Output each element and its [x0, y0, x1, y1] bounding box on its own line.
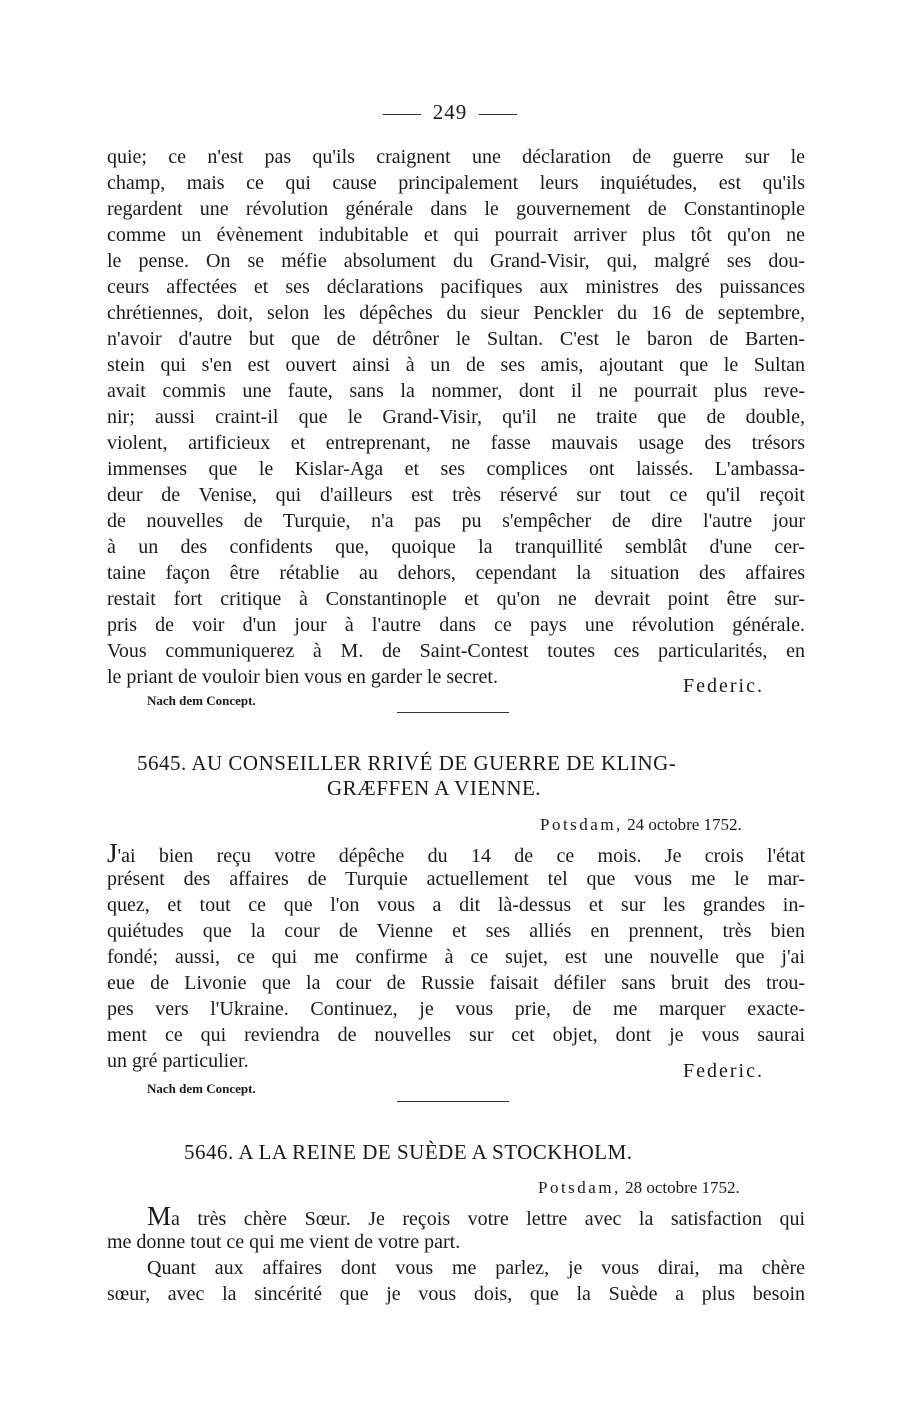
text-line: quez, et tout ce que l'on vous a dit là-dessus et sur les grandes in-: [107, 894, 805, 916]
text-line: champ, mais ce qui cause principalement leurs inquiétudes, est qu'ils: [107, 172, 805, 194]
text-line: chrétiennes, doit, selon les dépêches du sieur Penckler du 16 de septembre,: [107, 302, 805, 324]
text-line: fondé; aussi, ce qui me confirme à ce sujet, est une nouvelle que j'ai: [107, 946, 805, 968]
signature: Federic.: [683, 675, 764, 697]
letter-heading: 5645. AU CONSEILLER RRIVÉ DE GUERRE DE KLING-: [137, 751, 677, 775]
page-number-dash-left: [383, 114, 421, 115]
text-line: immenses que le Kislar-Aga et ses complices ont laissés. L'ambassa-: [107, 458, 805, 480]
text-line: sœur, avec la sincérité que je vous dois, que la Suède a plus besoin: [107, 1283, 805, 1305]
signature: Federic.: [683, 1060, 764, 1082]
text-line: de nouvelles de Turquie, n'a pas pu s'empêcher de dire l'autre jour: [107, 510, 805, 532]
text-line: restait fort critique à Constantinople et qu'on ne devrait point être sur-: [107, 588, 805, 610]
text-line: quiétudes que la cour de Vienne et ses alliés en prennent, très bien: [107, 920, 805, 942]
text-line: deur de Venise, qui d'ailleurs est très réservé sur tout ce qu'il reçoit: [107, 484, 805, 506]
page-number-dash-right: [479, 114, 517, 115]
dateline-date: 28 octobre 1752.: [625, 1178, 740, 1197]
text-line: n'avoir d'autre but que de détrôner le Sultan. C'est le baron de Barten-: [107, 328, 805, 350]
source-note: Nach dem Concept.: [147, 1081, 256, 1096]
text-line: comme un évènement indubitable et qui pourrait arriver plus tôt qu'on ne: [107, 224, 805, 246]
dateline-date: 24 octobre 1752.: [627, 815, 742, 834]
text-line: stein qui s'en est ouvert ainsi à un de ses amis, ajoutant que le Sultan: [107, 354, 805, 376]
letter-continuation-text: [107, 144, 805, 690]
letter-body: [107, 840, 805, 1074]
dateline-place: Potsdam,: [538, 1178, 621, 1197]
text-line: eue de Livonie que la cour de Russie faisait défiler sans bruit des trou-: [107, 972, 805, 994]
first-line-text: a très chère Sœur. Je reçois votre lettre avec la satisfaction qui: [171, 1208, 805, 1230]
text-line-first: [107, 1203, 805, 1229]
text-line: ment ce qui reviendra de nouvelles sur cet objet, dont je vous saurai: [107, 1024, 805, 1046]
page-number: 249: [432, 100, 468, 124]
initial-letter: J: [107, 838, 118, 868]
text-line: présent des affaires de Turquie actuellement tel que vous me le mar-: [107, 868, 805, 890]
dateline-place: Potsdam,: [540, 815, 623, 834]
letter-body: [107, 1203, 805, 1255]
text-line: avait commis une faute, sans la nommer, dont il ne pourrait plus reve-: [107, 380, 805, 402]
text-line: le pense. On se méfie absolument du Grand-Visir, qui, malgré ses dou-: [107, 250, 805, 272]
text-line-first: [107, 840, 805, 866]
source-note: Nach dem Concept.: [147, 693, 256, 708]
text-line: pris de voir d'un jour à l'autre dans ce pays une révolution générale.: [107, 614, 805, 636]
page-number-header: [0, 100, 900, 125]
text-line: regardent une révolution générale dans le gouvernement de Constantinople: [107, 198, 805, 220]
first-line-text: 'ai bien reçu votre dépêche du 14 de ce mois. Je crois l'état: [117, 845, 805, 867]
dateline: [540, 815, 742, 835]
initial-letter: M: [147, 1201, 172, 1231]
text-line: quie; ce n'est pas qu'ils craignent une déclaration de guerre sur le: [107, 146, 805, 168]
text-line: Quant aux affaires dont vous me parlez, je vous dirai, ma chère: [147, 1257, 805, 1279]
section-divider: [397, 712, 509, 713]
text-line: taine façon être rétablie au dehors, cependant la situation des affaires: [107, 562, 805, 584]
text-line: à un des confidents que, quoique la tranquillité semblât d'une cer-: [107, 536, 805, 558]
text-line: pes vers l'Ukraine. Continuez, je vous prie, de me marquer exacte-: [107, 998, 805, 1020]
dateline: [538, 1178, 740, 1198]
text-line: un gré particulier.: [107, 1050, 249, 1072]
letter-paragraph: [107, 1255, 805, 1307]
letter-heading-continued: GRÆFFEN A VIENNE.: [327, 776, 542, 800]
text-line: violent, artificieux et entreprenant, ne fasse mauvais usage des trésors: [107, 432, 805, 454]
section-divider: [397, 1101, 509, 1102]
text-line: nir; aussi craint-il que le Grand-Visir, qu'il ne traite que de double,: [107, 406, 805, 428]
text-line: le priant de vouloir bien vous en garder le secret.: [107, 666, 498, 688]
text-line: me donne tout ce qui me vient de votre part.: [107, 1231, 461, 1253]
text-line: ceurs affectées et ses déclarations pacifiques aux ministres des puissances: [107, 276, 805, 298]
letter-heading: 5646. A LA REINE DE SUÈDE A STOCKHOLM.: [184, 1140, 633, 1164]
text-line: Vous communiquerez à M. de Saint-Contest toutes ces particularités, en: [107, 640, 805, 662]
